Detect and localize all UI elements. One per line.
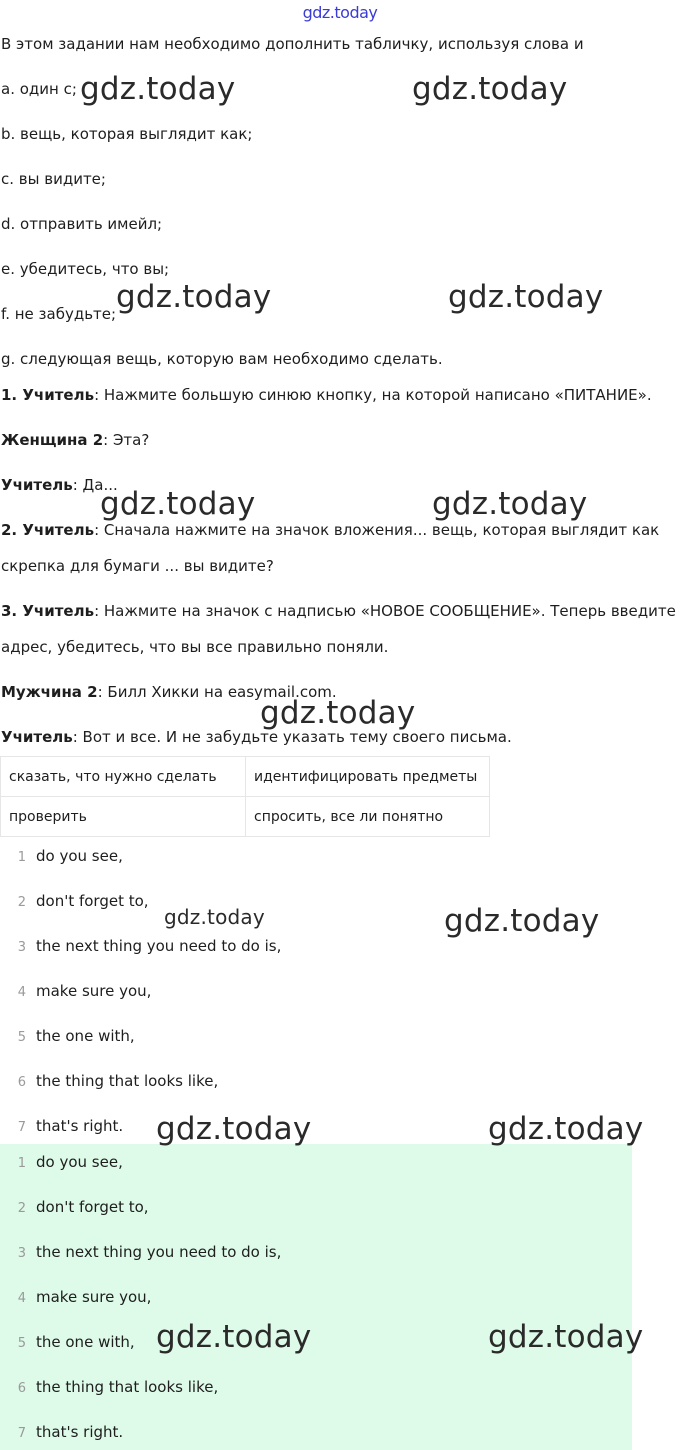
list-text: that's right. <box>36 1117 124 1135</box>
watermark: gdz.today <box>444 903 600 939</box>
list-number: 5 <box>17 1336 26 1351</box>
watermark: gdz.today <box>80 71 236 107</box>
table-row <box>1 757 490 797</box>
list-text: don't forget to, <box>36 892 149 910</box>
list-text: the next thing you need to do is, <box>36 937 282 955</box>
site-logo: gdz.today <box>302 3 378 22</box>
table-cell: сказать, что нужно сделать <box>1 757 246 797</box>
list-number: 5 <box>17 1030 26 1045</box>
speaker: Мужчина 2 <box>1 683 98 701</box>
list-item <box>0 846 123 866</box>
utterance: адрес, убедитесь, что вы все правильно поняли. <box>1 638 389 656</box>
utterance: : Сначала нажмите на значок вложения... вещь, которая выглядит как <box>94 521 660 539</box>
list-number: 2 <box>17 895 26 910</box>
list-text: do you see, <box>36 847 123 865</box>
utterance: : Нажмите на значок с надписью «НОВОЕ СООБЩЕНИЕ». Теперь введите <box>94 602 676 620</box>
watermark: gdz.today <box>116 279 272 315</box>
task-intro: В этом задании нам необходимо дополнить табличку, используя слова и <box>1 35 584 53</box>
speaker: Учитель <box>1 476 73 494</box>
dialogue-line <box>1 556 274 576</box>
watermark: gdz.today <box>488 1319 644 1355</box>
list-number: 3 <box>17 940 26 955</box>
answer-item <box>0 1422 123 1442</box>
dialogue-line <box>1 385 652 405</box>
phrase-item: f. не забудьте; <box>1 305 117 323</box>
speaker: 2. Учитель <box>1 521 95 539</box>
list-number: 7 <box>17 1120 26 1135</box>
list-text: the thing that looks like, <box>36 1378 219 1396</box>
watermark: gdz.today <box>488 1111 644 1147</box>
table-row <box>1 797 490 837</box>
answer-item <box>0 1287 151 1307</box>
watermark: gdz.today <box>156 1319 312 1355</box>
utterance: : Да... <box>72 476 118 494</box>
watermark: gdz.today <box>448 279 604 315</box>
list-item <box>0 1026 135 1046</box>
list-text: the one with, <box>36 1027 135 1045</box>
list-text: do you see, <box>36 1153 123 1171</box>
list-number: 7 <box>17 1426 26 1441</box>
list-number: 3 <box>17 1246 26 1261</box>
list-text: don't forget to, <box>36 1198 149 1216</box>
list-number: 1 <box>17 850 26 865</box>
speaker: Женщина 2 <box>1 431 104 449</box>
list-text: make sure you, <box>36 1288 152 1306</box>
answer-item <box>0 1377 218 1397</box>
utterance: : Эта? <box>103 431 150 449</box>
watermark: gdz.today <box>432 486 588 522</box>
dialogue-line <box>1 601 676 621</box>
list-number: 4 <box>17 1291 26 1306</box>
utterance: скрепка для бумаги ... вы видите? <box>1 557 274 575</box>
phrase-item: c. вы видите; <box>1 170 106 188</box>
list-item <box>0 1116 123 1136</box>
speaker: 3. Учитель <box>1 602 95 620</box>
phrase-item: b. вещь, которая выглядит как; <box>1 125 253 143</box>
table-cell: спросить, все ли понятно <box>246 797 490 837</box>
watermark: gdz.today <box>164 905 265 929</box>
dialogue-line <box>1 520 659 540</box>
watermark: gdz.today <box>100 486 256 522</box>
watermark: gdz.today <box>412 71 568 107</box>
list-number: 4 <box>17 985 26 1000</box>
phrase-table <box>0 756 490 837</box>
list-item <box>0 891 149 911</box>
list-number: 2 <box>17 1201 26 1216</box>
answer-item <box>0 1152 123 1172</box>
phrase-item: g. следующая вещь, которую вам необходимо сделать. <box>1 350 443 368</box>
list-text: make sure you, <box>36 982 152 1000</box>
answer-item <box>0 1242 281 1262</box>
list-text: the one with, <box>36 1333 135 1351</box>
utterance: : Вот и все. И не забудьте указать тему своего письма. <box>72 728 512 746</box>
table-cell: идентифицировать предметы <box>246 757 490 797</box>
dialogue-line <box>1 637 388 657</box>
list-item <box>0 1071 218 1091</box>
table-cell: проверить <box>1 797 246 837</box>
answer-item <box>0 1332 135 1352</box>
dialogue-line <box>1 430 149 450</box>
list-item <box>0 936 281 956</box>
answer-item <box>0 1197 149 1217</box>
list-text: that's right. <box>36 1423 124 1441</box>
dialogue-line <box>1 727 512 747</box>
watermark: gdz.today <box>156 1111 312 1147</box>
list-number: 1 <box>17 1156 26 1171</box>
speaker: Учитель <box>1 728 73 746</box>
utterance: : Нажмите большую синюю кнопку, на которой написано «ПИТАНИЕ». <box>94 386 652 404</box>
watermark: gdz.today <box>260 695 416 731</box>
phrase-item: d. отправить имейл; <box>1 215 163 233</box>
list-text: the thing that looks like, <box>36 1072 219 1090</box>
list-number: 6 <box>17 1075 26 1090</box>
phrase-item: e. убедитесь, что вы; <box>1 260 170 278</box>
utterance: : Билл Хикки на easymail.com. <box>97 683 337 701</box>
list-item <box>0 981 151 1001</box>
list-text: the next thing you need to do is, <box>36 1243 282 1261</box>
speaker: 1. Учитель <box>1 386 95 404</box>
phrase-item: a. один с; <box>1 80 77 98</box>
list-number: 6 <box>17 1381 26 1396</box>
